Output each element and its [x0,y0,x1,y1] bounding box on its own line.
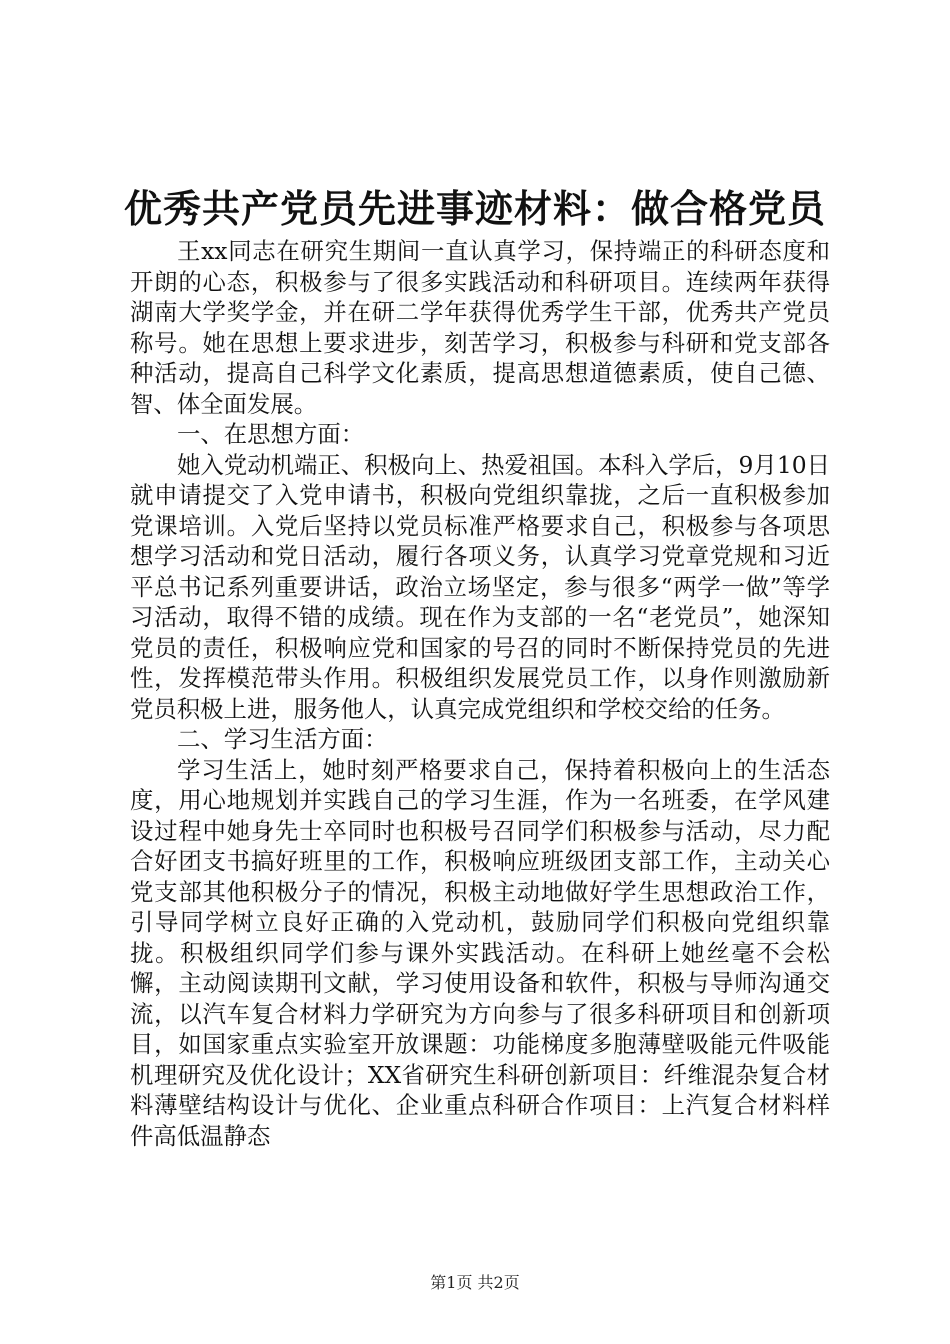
section-heading-ideology: 一、在思想方面： [177,420,365,448]
document-title: 优秀共产党员先进事迹材料：做合格党员 [123,186,826,231]
ideology-paragraph: 她入党动机端正、积极向上、热爱祖国。本科入学后，9月10日就申请提交了入党申请书，积极向党组织靠拢，之后一直积极参加党课培训。入党后坚持以党员标准严格要求自己，积极参与各项思想学习活动和党日活动，履行各项义务，认真学习党章党规和习近平总书记系列重要讲话，政治立场坚定，参与很多“两学一做”等学习活动，取得不错的成绩。现在作为支部的一名“老党员”，她深知党员的责任，积极响应党和国家的号召的同时不断保持党员的先进性，发挥模范带头作用。积极组织发展党员工作，以身作则激励新党员积极上进，服务他人，认真完成党组织和学校交给的任务。 [130,450,830,723]
intro-paragraph: 王xx同志在研究生期间一直认真学习，保持端正的科研态度和开朗的心态，积极参与了很多实践活动和科研项目。连续两年获得湖南大学奖学金，并在研二学年获得优秀学生干部，优秀共产党员称号。她在思想上要求进步，刻苦学习，积极参与科研和党支部各种活动，提高自己科学文化素质，提高思想道德素质，使自己德、智、体全面发展。 [130,237,830,418]
section-heading-study-life: 二、学习生活方面： [177,725,388,753]
study-life-paragraph: 学习生活上，她时刻严格要求自己，保持着积极向上的生活态度，用心地规划并实践自己的学习生涯，作为一名班委，在学风建设过程中她身先士卒同时也积极号召同学们积极参与活动，尽力配合好团支书搞好班里的工作，积极响应班级团支部工作，主动关心党支部其他积极分子的情况，积极主动地做好学生思想政治工作，引导同学树立良好正确的入党动机，鼓励同学们积极向党组织靠拢。积极组织同学们参与课外实践活动。在科研上她丝毫不会松懈，主动阅读期刊文献，学习使用设备和软件，积极与导师沟通交流，以汽车复合材料力学研究为方向参与了很多科研项目和创新项目，如国家重点实验室开放课题：功能梯度多胞薄壁吸能元件吸能机理研究及优化设计；XX省研究生科研创新项目：纤维混杂复合材料薄壁结构设计与优化、企业重点科研合作项目：上汽复合材料样件高低温静态 [130,755,830,1150]
page-number: 第1页 共2页 [430,1273,520,1292]
document-body [130,236,830,1151]
